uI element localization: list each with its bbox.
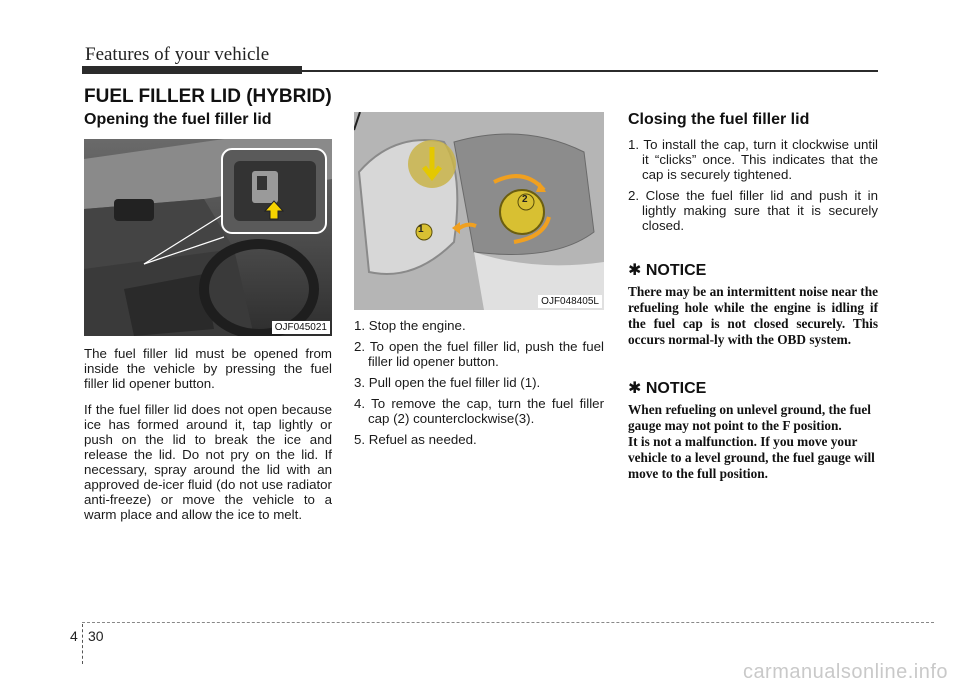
dashboard-figure bbox=[84, 139, 332, 336]
figure-label: OJF045021 bbox=[272, 321, 330, 334]
closing-heading: Closing the fuel filler lid bbox=[628, 111, 810, 128]
list-item: 1. To install the cap, turn it clockwise until it “clicks” once. This indicates that the cap is securely tightened. bbox=[628, 137, 878, 182]
section-title: FUEL FILLER LID (HYBRID) bbox=[84, 86, 332, 107]
notice-title: ✱ NOTICE bbox=[628, 262, 707, 279]
opening-heading: Opening the fuel filler lid bbox=[84, 111, 272, 128]
list-item: 1. Stop the engine. bbox=[354, 318, 466, 333]
list-item: 4. To remove the cap, turn the fuel filler cap (2) counterclockwise(3). bbox=[354, 396, 604, 426]
fuel-cap-figure bbox=[354, 112, 604, 310]
opening-paragraph-1: The fuel filler lid must be opened from inside the vehicle by pressing the fuel filler lid opener button. bbox=[84, 346, 332, 391]
callout-2: 2 bbox=[522, 194, 528, 205]
header-rule bbox=[82, 70, 878, 72]
chapter-number: 4 bbox=[70, 628, 78, 644]
opening-paragraph-2: If the fuel filler lid does not open because ice has formed around it, tap lightly or push on the lid to break the ice and release the lid. Do not pry on the lid. If necessary, spray around the lid with an approved de-icer fluid (do not use radiator anti-freeze) or move the vehicle to a warm place and allow the ice to melt. bbox=[84, 402, 332, 522]
list-item: 3. Pull open the fuel filler lid (1). bbox=[354, 375, 541, 390]
list-item: 2. Close the fuel filler lid and push it in lightly making sure that it is securely closed. bbox=[628, 188, 878, 233]
list-item: 5. Refuel as needed. bbox=[354, 432, 477, 447]
fuel-cap-illustration bbox=[354, 112, 604, 310]
callout-1: 1 bbox=[418, 224, 424, 235]
notice-title: ✱ NOTICE bbox=[628, 380, 707, 397]
page-header-title: Features of your vehicle bbox=[85, 44, 270, 65]
dashboard-illustration bbox=[84, 139, 332, 336]
footer-divider bbox=[82, 624, 83, 664]
closing-steps bbox=[628, 137, 878, 239]
opening-steps bbox=[354, 318, 604, 453]
watermark: carmanualsonline.info bbox=[742, 661, 948, 683]
list-item: 2. To open the fuel filler lid, push the fuel filler lid opener button. bbox=[354, 339, 604, 369]
figure-label: OJF048405L bbox=[538, 295, 602, 308]
footer-rule bbox=[82, 622, 934, 623]
page-number: 30 bbox=[88, 628, 104, 644]
notice-text: When refueling on unlevel ground, the fuel gauge may not point to the F position. It is not a malfunction. If you move your vehicle to a level ground, the fuel gauge will move to the full position. bbox=[628, 402, 875, 481]
notice-text: There may be an intermittent noise near the refueling hole while the engine is idling if the fuel cap is not closed securely. This occurs normal-ly with the OBD system. bbox=[628, 284, 878, 347]
